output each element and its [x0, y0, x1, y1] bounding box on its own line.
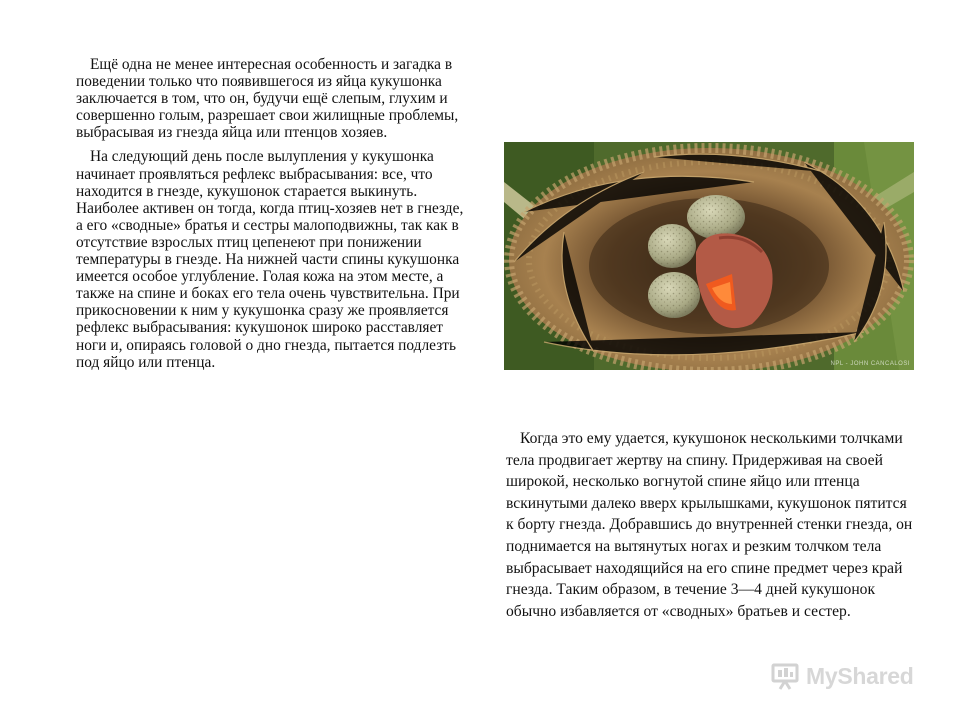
left-paragraph-2: На следующий день после вылупления у кукушонка начинает проявляться рефлекс выбрасывания: все, что находится в гнезде, кукушонок старается выкинуть. Наиболее активен он тогда, когда птиц-хозяев нет в гнезде, а его «сводные» братья и сестры малоподвижны, так как в отсутствие взрослых птиц цепенеют при понижении температуры в гнезде. На нижней части спины кукушонка имеется особое углубление. Голая кожа на этом месте, а также на спине и боках его тела очень чувствительна. При прикосновении к ним у кукушонка сразу же проявляется рефлекс выбрасывания: кукушонок широко расставляет ноги и, опираясь головой о дно гнезда, пытается подлезть под яйцо или птенца.: [76, 148, 464, 371]
cuckoo-nest-photo: [504, 142, 914, 370]
photo-credit: NPL - JOHN CANCALOSI: [830, 361, 910, 367]
right-paragraph: Когда это ему удается, кукушонок несколькими толчками тела продвигает жертву на спину. Придерживая на своей широкой, несколько вогнутой спине яйцо или птенца вскинутыми далеко вверх крылышками, кукушонок пятится к борту гнезда. Добравшись до внутренней стенки гнезда, он поднимается на вытянутых ногах и резким толчком тела выбрасывает находящийся на его спине предмет через край гнезда. Таким образом, в течение 3—4 дней кукушонок обычно избавляется от «сводных» братьев и сестер.: [506, 430, 913, 620]
watermark-logo: [770, 660, 930, 692]
left-text-column: [76, 56, 468, 378]
nest-illustration: [504, 142, 914, 370]
left-paragraph-1: Ещё одна не менее интересная особенность и загадка в поведении только что появившегося из яйца кукушонка заключается в том, что он, будучи ещё слепым, глухим и совершенно голым, разрешает свои жилищные проблемы, выбрасывая из гнезда яйца или птенцов хозяев.: [76, 56, 459, 142]
presentation-board-icon: [770, 661, 800, 691]
right-text-column: [506, 428, 918, 622]
watermark-text: MyShared: [806, 662, 914, 689]
